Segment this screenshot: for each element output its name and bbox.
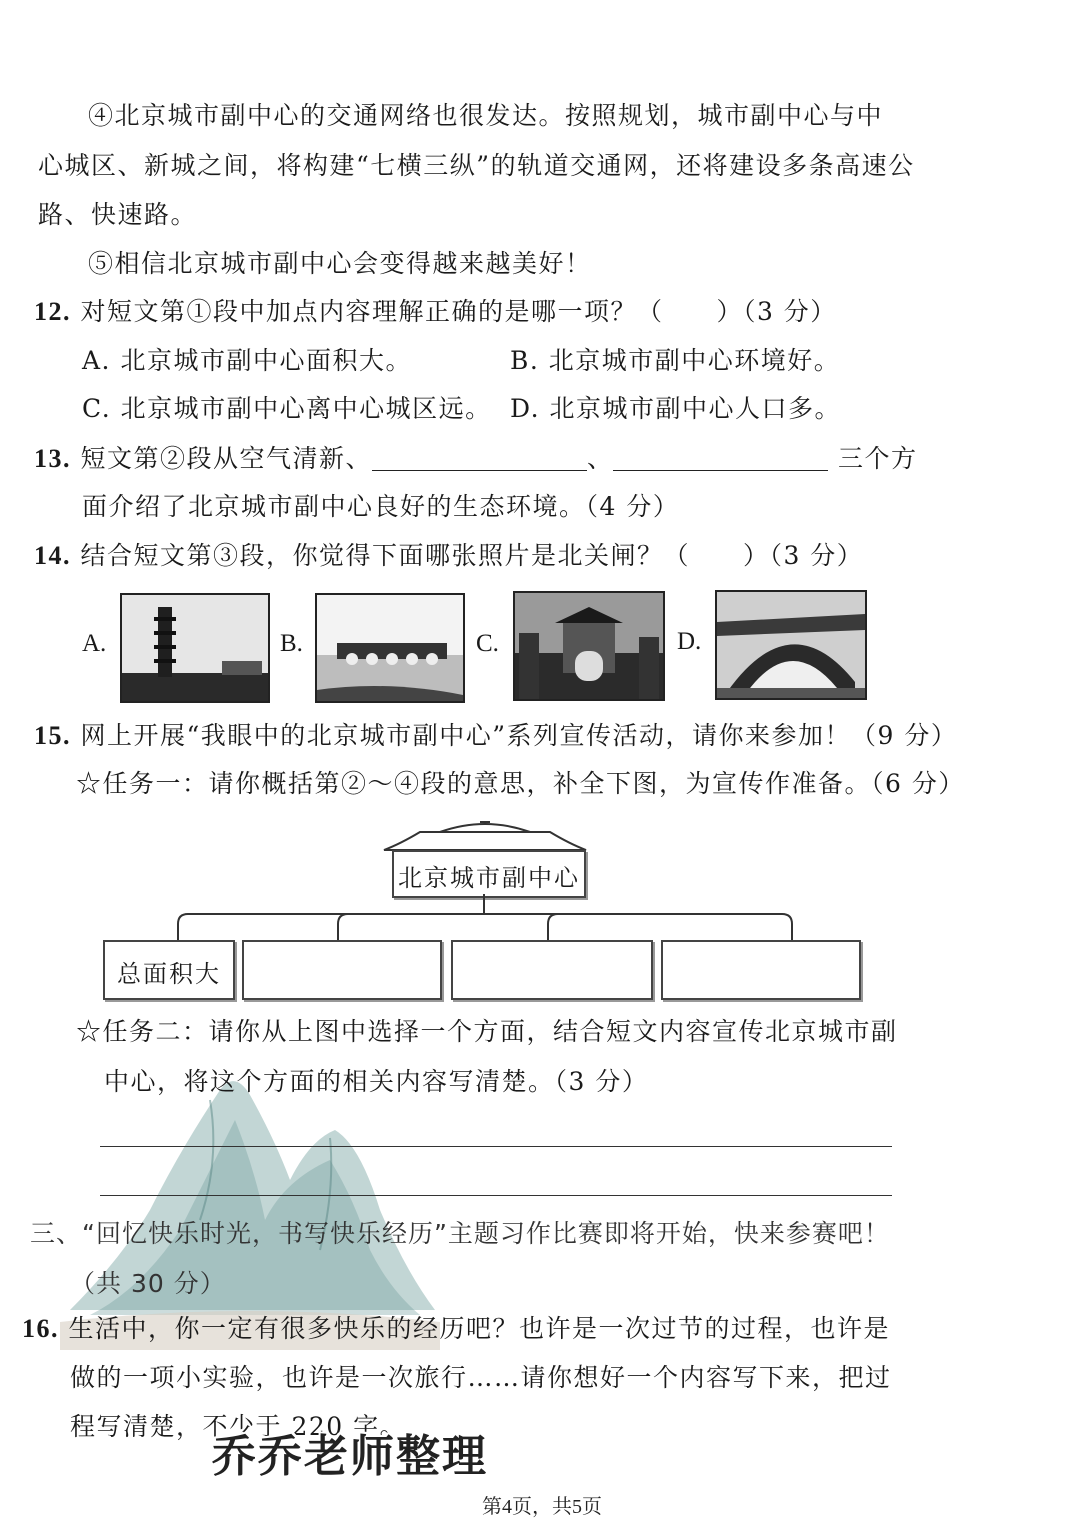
photo-a-pagoda[interactable] [120,593,270,703]
question-13-number: 13. [34,444,71,473]
page-number-footer: 第4页，共5页 [482,1496,602,1518]
question-16-line-2: 做的一项小实验，也许是一次旅行……请你想好一个内容写下来，把过 [70,1363,892,1392]
question-12 [34,296,837,328]
question-14-number: 14. [34,541,71,570]
diagram-title-box [392,850,586,898]
q12-option-c: C. 北京城市副中心离中心城区远。 [82,394,492,423]
photo-d-arch-bridge[interactable] [715,590,867,700]
section-3-score: （共 30 分） [70,1269,226,1298]
diagram-answer-box-2[interactable] [451,940,653,1000]
question-12-text: 对短文第①段中加点内容理解正确的是哪一项？（ ）（3 分） [80,297,837,326]
question-15-number: 15. [34,721,71,750]
question-12-number: 12. [34,297,71,326]
question-16-line-3: 程写清楚，不少于 220 字。 [70,1412,407,1441]
photo-b-sluice-gate[interactable] [315,593,465,703]
question-15 [34,720,957,752]
diagram-answer-box-3[interactable] [661,940,861,1000]
q13-answer-blank-2[interactable] [613,444,828,471]
photo-label-a: A. [82,630,107,657]
paragraph-4-line-3: 路、快速路。 [38,200,198,229]
question-15-text: 网上开展“我眼中的北京城市副中心”系列宣传活动，请你来参加！（9 分） [80,721,958,750]
question-13-text-b: 三个方 [837,444,918,473]
question-14 [34,540,863,572]
diagram-title: 北京城市副中心 [398,864,580,892]
q12-option-a: A. 北京城市副中心面积大。 [82,346,412,375]
roof-icon [380,818,590,852]
question-13-text-a: 短文第②段从空气清新、 [80,444,372,473]
paragraph-4-line-2: 心城区、新城之间，将构建“七横三纵”的轨道交通网，还将建设多条高速公 [38,151,915,180]
mountain-watermark-illustration [60,1060,440,1350]
task-1-instruction: ☆任务一：请你概括第②～④段的意思，补全下图，为宣传作准备。（6 分） [76,769,965,798]
photo-c-gate-tower[interactable] [513,591,665,701]
question-16 [22,1313,890,1345]
photo-label-d: D. [677,628,702,655]
question-16-number: 16. [22,1314,59,1343]
watermark-text: 乔乔老师整理 [212,1431,488,1482]
q13-answer-blank-1[interactable] [372,444,587,471]
diagram-box-area-label: 总面积大 [117,960,221,988]
question-13-separator: 、 [586,444,614,473]
section-3-heading: 三、“回忆快乐时光，书写快乐经历”主题习作比赛即将开始，快来参赛吧！ [30,1219,890,1248]
q12-option-d: D. 北京城市副中心人口多。 [510,394,842,423]
question-14-text: 结合短文第③段，你觉得下面哪张照片是北关闸？（ ）（3 分） [80,541,864,570]
diagram-answer-box-1[interactable] [242,940,442,1000]
question-13-line-2: 面介绍了北京城市副中心良好的生态环境。（4 分） [82,492,680,521]
q12-option-b: B. 北京城市副中心环境好。 [510,346,841,375]
paragraph-4-line-1: ④北京城市副中心的交通网络也很发达。按照规划，城市副中心与中 [88,101,884,130]
task-2-instruction-line-1: ☆任务二：请你从上图中选择一个方面，结合短文内容宣传北京城市副 [76,1017,898,1046]
question-13 [34,443,917,475]
task-2-instruction-line-2: 中心，将这个方面的相关内容写清楚。（3 分） [104,1067,649,1096]
paragraph-5: ⑤相信北京城市副中心会变得越来越美好！ [88,249,592,278]
diagram-connectors [170,894,800,944]
photo-label-c: C. [476,630,499,657]
diagram-box-area [103,940,235,1000]
task-2-writing-line-2[interactable] [100,1195,892,1196]
question-16-line-1: 生活中，你一定有很多快乐的经历吧？也许是一次过节的过程，也许是 [68,1314,890,1343]
task-2-writing-line-1[interactable] [100,1146,892,1147]
photo-label-b: B. [280,630,303,657]
